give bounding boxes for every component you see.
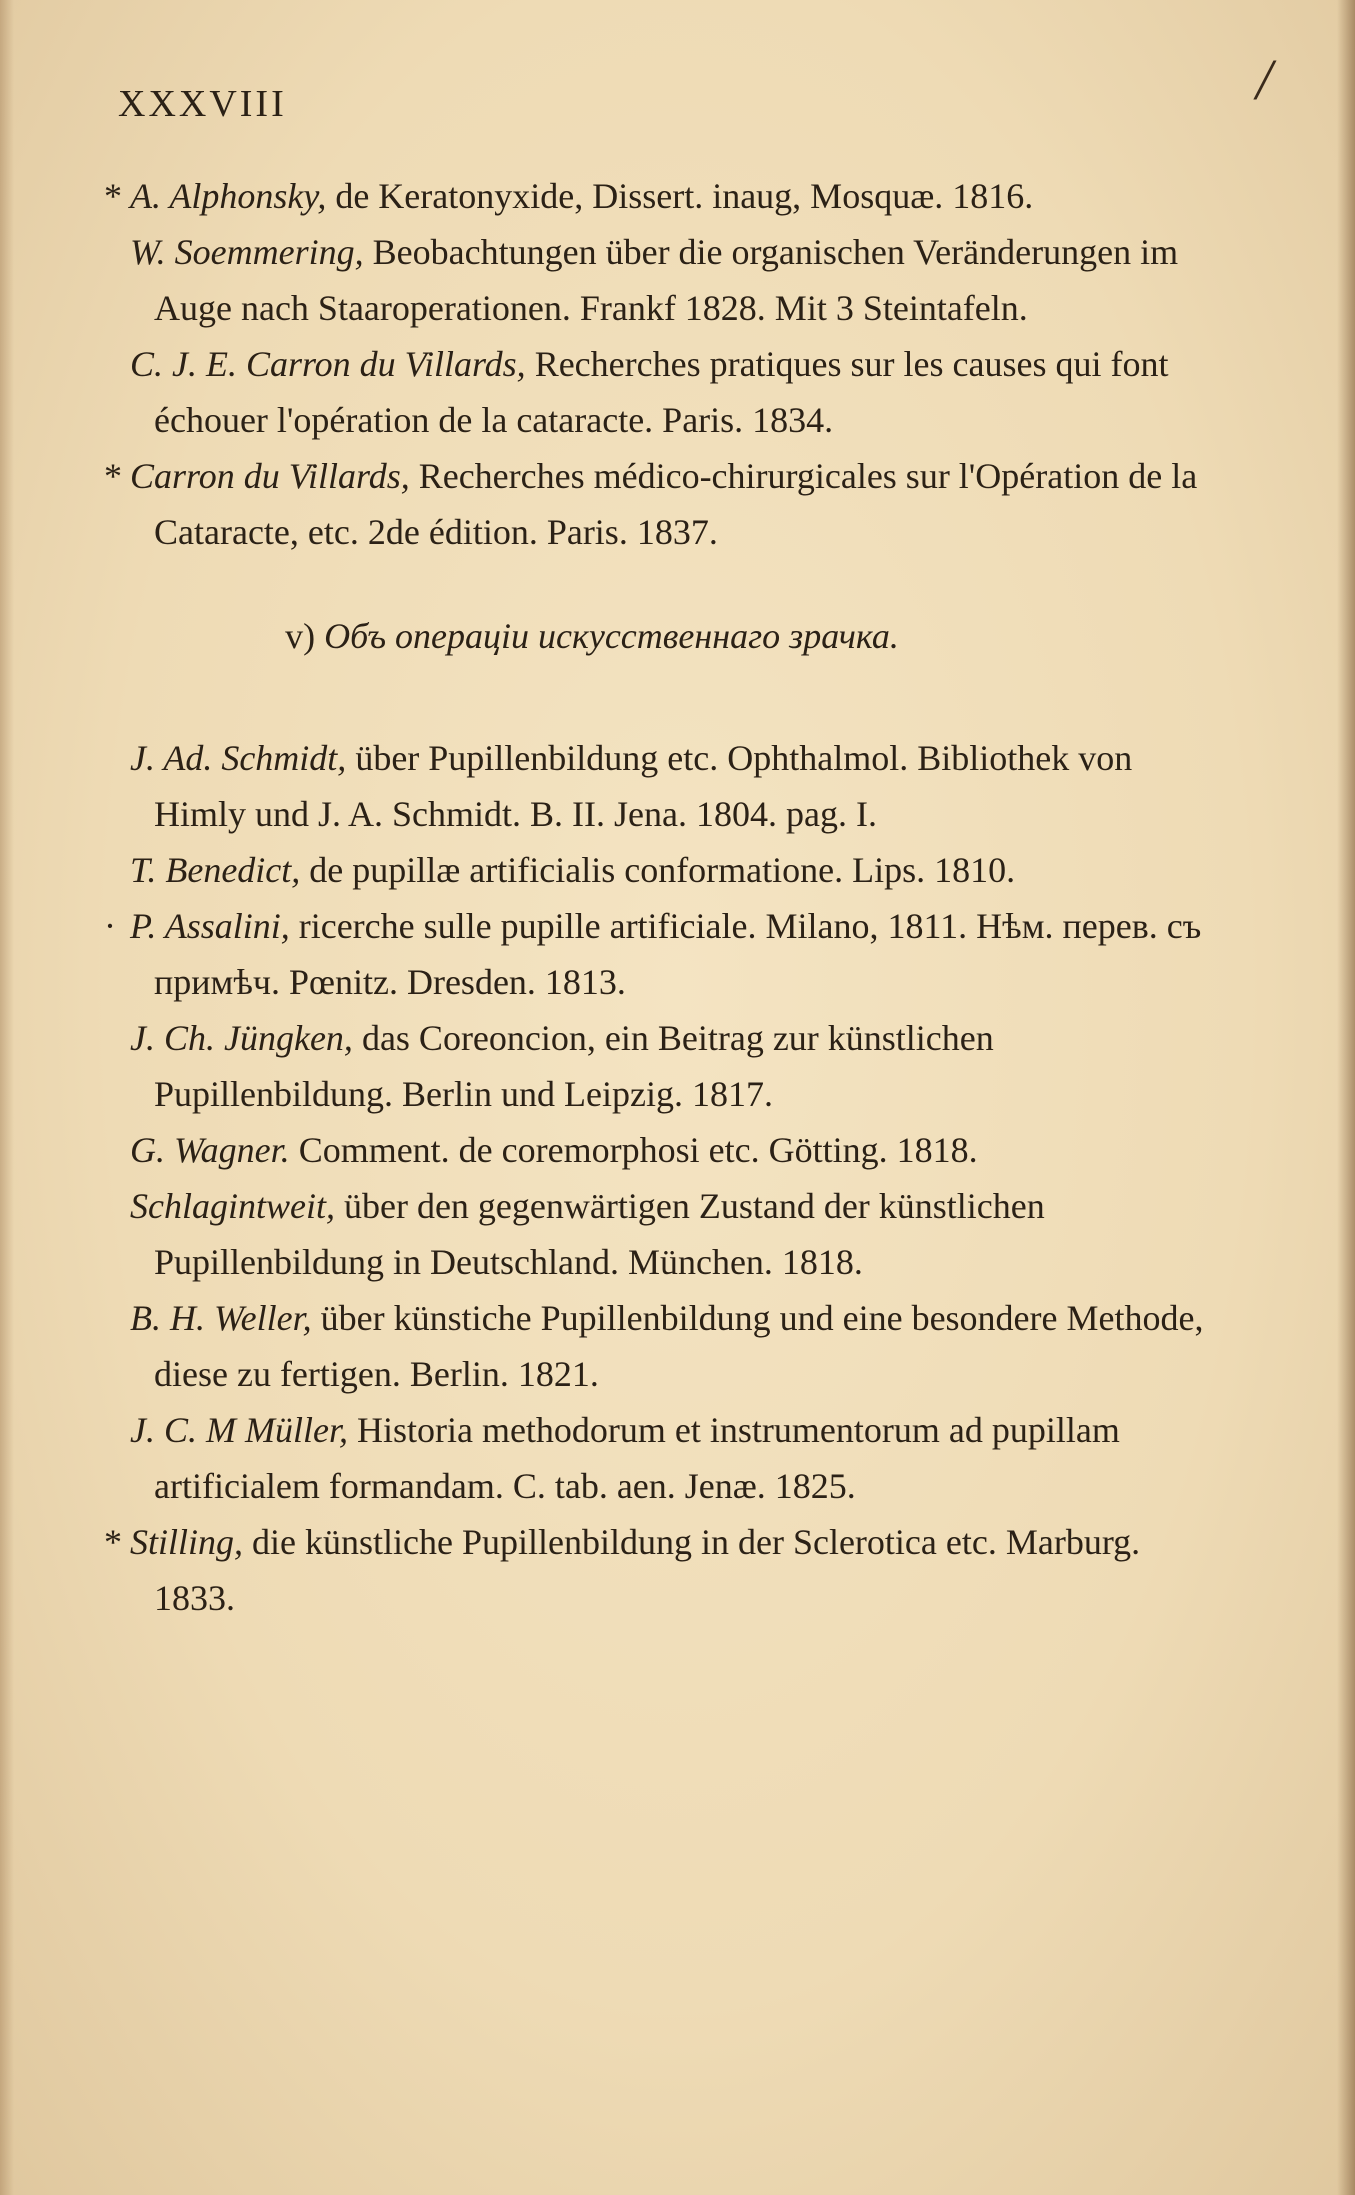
entry-text: Recherches pratiques sur les causes qui font échouer l'opération de la cataracte. Paris. 1834. xyxy=(154,344,1169,440)
entry-text: de Keratonyxide, Dissert. inaug, Mosquæ. 1816. xyxy=(326,176,1034,216)
entry-text: Comment. de coremorphosi etc. Götting. 1818. xyxy=(289,1130,978,1170)
entry-text: Historia methodorum et instrumentorum ad pupillam artificialem formandam. C. tab. aen. Jenæ. 1825. xyxy=(154,1410,1120,1506)
entry-marker: · xyxy=(104,906,116,946)
entry-text: ricerche sulle pupille artificiale. Milano, 1811. Нѣм. перев. съ примѣч. Pœnitz. Dresden. 1813. xyxy=(154,906,1202,1002)
entry-marker: * xyxy=(104,1522,122,1562)
entry-text: das Coreoncion, ein Beitrag zur künstlichen Pupillenbildung. Berlin und Leipzig. 1817. xyxy=(154,1018,994,1114)
section-title: Объ операціи искусственнаго зрачка. xyxy=(324,616,899,656)
bibliography-entry xyxy=(104,730,1220,842)
entry-author: Stilling, xyxy=(130,1522,244,1562)
bibliography-entry xyxy=(104,1402,1220,1514)
entry-text: die künstliche Pupillenbildung in der Sclerotica etc. Marburg. 1833. xyxy=(154,1522,1141,1618)
bibliography-list-cataract xyxy=(104,168,1220,560)
entry-text: de pupillæ artificialis conformatione. Lips. 1810. xyxy=(300,850,1016,890)
entry-author: Schlagintweit, xyxy=(130,1186,335,1226)
entry-author: W. Soemmering, xyxy=(130,232,364,272)
entry-text: Recherches médico-chirurgicales sur l'Opération de la Cataracte, etc. 2de édition. Paris. 1837. xyxy=(154,456,1198,552)
bibliography-content xyxy=(104,168,1220,1626)
section-heading xyxy=(104,608,1220,664)
entry-author: T. Benedict, xyxy=(130,850,301,890)
bibliography-entry xyxy=(104,842,1220,898)
bibliography-entry xyxy=(104,1290,1220,1402)
entry-author: C. J. E. Carron du Villards, xyxy=(130,344,526,384)
entry-marker: * xyxy=(104,456,122,496)
bibliography-entry xyxy=(104,224,1220,336)
page-shadow-right xyxy=(1337,0,1355,2195)
entry-author: G. Wagner. xyxy=(130,1130,290,1170)
page-number: XXXVIII xyxy=(118,83,287,125)
section-label: v) xyxy=(285,616,316,656)
bibliography-entry xyxy=(104,898,1220,1010)
entry-author: J. C. M Müller, xyxy=(130,1410,348,1450)
entry-text: über Pupillenbildung etc. Ophthalmol. Bibliothek von Himly und J. A. Schmidt. B. II. Jena. 1804. pag. I. xyxy=(154,738,1133,834)
entry-author: A. Alphonsky, xyxy=(130,176,327,216)
bibliography-entry xyxy=(104,1178,1220,1290)
entry-author: P. Assalini, xyxy=(130,906,290,946)
entry-author: J. Ad. Schmidt, xyxy=(130,738,347,778)
bibliography-entry xyxy=(104,1514,1220,1626)
entry-author: Carron du Villards, xyxy=(130,456,410,496)
bibliography-entry xyxy=(104,1122,1220,1178)
corner-pencil-mark: / xyxy=(1256,47,1273,112)
entry-text: über künstiche Pupillenbildung und eine besondere Methode, diese zu fertigen. Berlin. 1821. xyxy=(154,1298,1204,1394)
bibliography-list-artificial-pupil xyxy=(104,730,1220,1626)
entry-marker: * xyxy=(104,176,122,216)
bibliography-entry xyxy=(104,168,1220,224)
bibliography-entry xyxy=(104,448,1220,560)
page-shadow-left xyxy=(0,0,14,2195)
bibliography-entry xyxy=(104,1010,1220,1122)
bibliography-entry xyxy=(104,336,1220,448)
entry-text: über den gegenwärtigen Zustand der künstlichen Pupillenbildung in Deutschland. München. 1818. xyxy=(154,1186,1045,1282)
entry-author: B. H. Weller, xyxy=(130,1298,312,1338)
entry-text: Beobachtungen über die organischen Veränderungen im Auge nach Staaroperationen. Frankf 1828. Mit 3 Steintafeln. xyxy=(154,232,1179,328)
entry-author: J. Ch. Jüngken, xyxy=(130,1018,353,1058)
